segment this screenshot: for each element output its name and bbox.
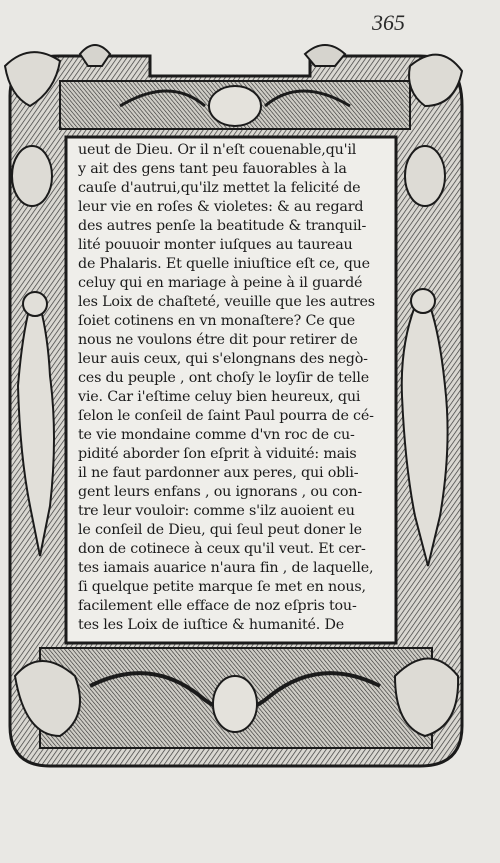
text-line: il ne faut pardonner aux peres, qui obli-	[78, 465, 359, 481]
text-line: ueut de Dieu. Or il n'eſt couenable,qu'il	[78, 142, 357, 158]
text-line: tre leur vouloir: comme s'ilz auoient eu	[78, 503, 355, 519]
text-line: gent leurs enfans , ou ignorans , ou con-	[78, 484, 362, 500]
text-line: pidité aborder ſon eſprit à viduité: mais	[78, 446, 357, 462]
text-line: de Phalaris. Et quelle iniuſtice eſt ce, que	[78, 256, 370, 272]
text-line: nous ne voulons étre dit pour retirer de	[78, 332, 358, 348]
text-line: le conſeil de Dieu, qui ſeul peut doner le	[78, 522, 362, 538]
left-head-ornament	[12, 146, 52, 206]
text-line: vie. Car i'eſtime celuy bien heureux, qui	[78, 389, 361, 405]
text-line: tes iamais auarice n'aura fin , de laquelle,	[78, 560, 374, 576]
text-line: y ait des gens tant peu fauorables à la	[78, 161, 347, 177]
text-line: don de cotinece à ceux qu'il veut. Et cer-	[78, 541, 366, 557]
top-mask-ornament	[209, 86, 261, 126]
right-head-ornament	[405, 146, 445, 206]
text-line: lité pouuoir monter iuſques au taureau	[78, 237, 353, 253]
text-line: leur vie en roſes & violetes: & au regard	[78, 199, 364, 215]
text-line: celuy qui en mariage à peine à il guardé	[78, 275, 363, 291]
text-line: te vie mondaine comme d'vn roc de cu-	[78, 427, 355, 443]
text-line: leur auis ceux, qui s'elongnans des negò-	[78, 351, 368, 367]
text-line: ſoiet cotinens en vn monaſtere? Ce que	[78, 313, 356, 329]
text-line: ces du peuple , ont choſy le loyſir de telle	[78, 370, 369, 386]
text-line: cauſe d'autrui,qu'ilz mettet la felicité de	[78, 180, 361, 196]
bottom-mask-ornament	[213, 676, 257, 732]
text-line: des autres penſe la beatitude & tranquil-	[78, 218, 367, 234]
text-line: les Loix de chaſteté, veuille que les autres	[78, 294, 375, 310]
page-number: 365	[372, 10, 405, 35]
text-line: tes les Loix de iuſtice & humanité. De	[78, 617, 345, 633]
text-line: facilement elle efface de noz eſpris tou-	[78, 598, 357, 614]
text-line: ſelon le conſeil de ſaint Paul pourra de cé-	[78, 408, 374, 424]
text-line: ſi quelque petite marque ſe met en nous,	[78, 579, 366, 595]
